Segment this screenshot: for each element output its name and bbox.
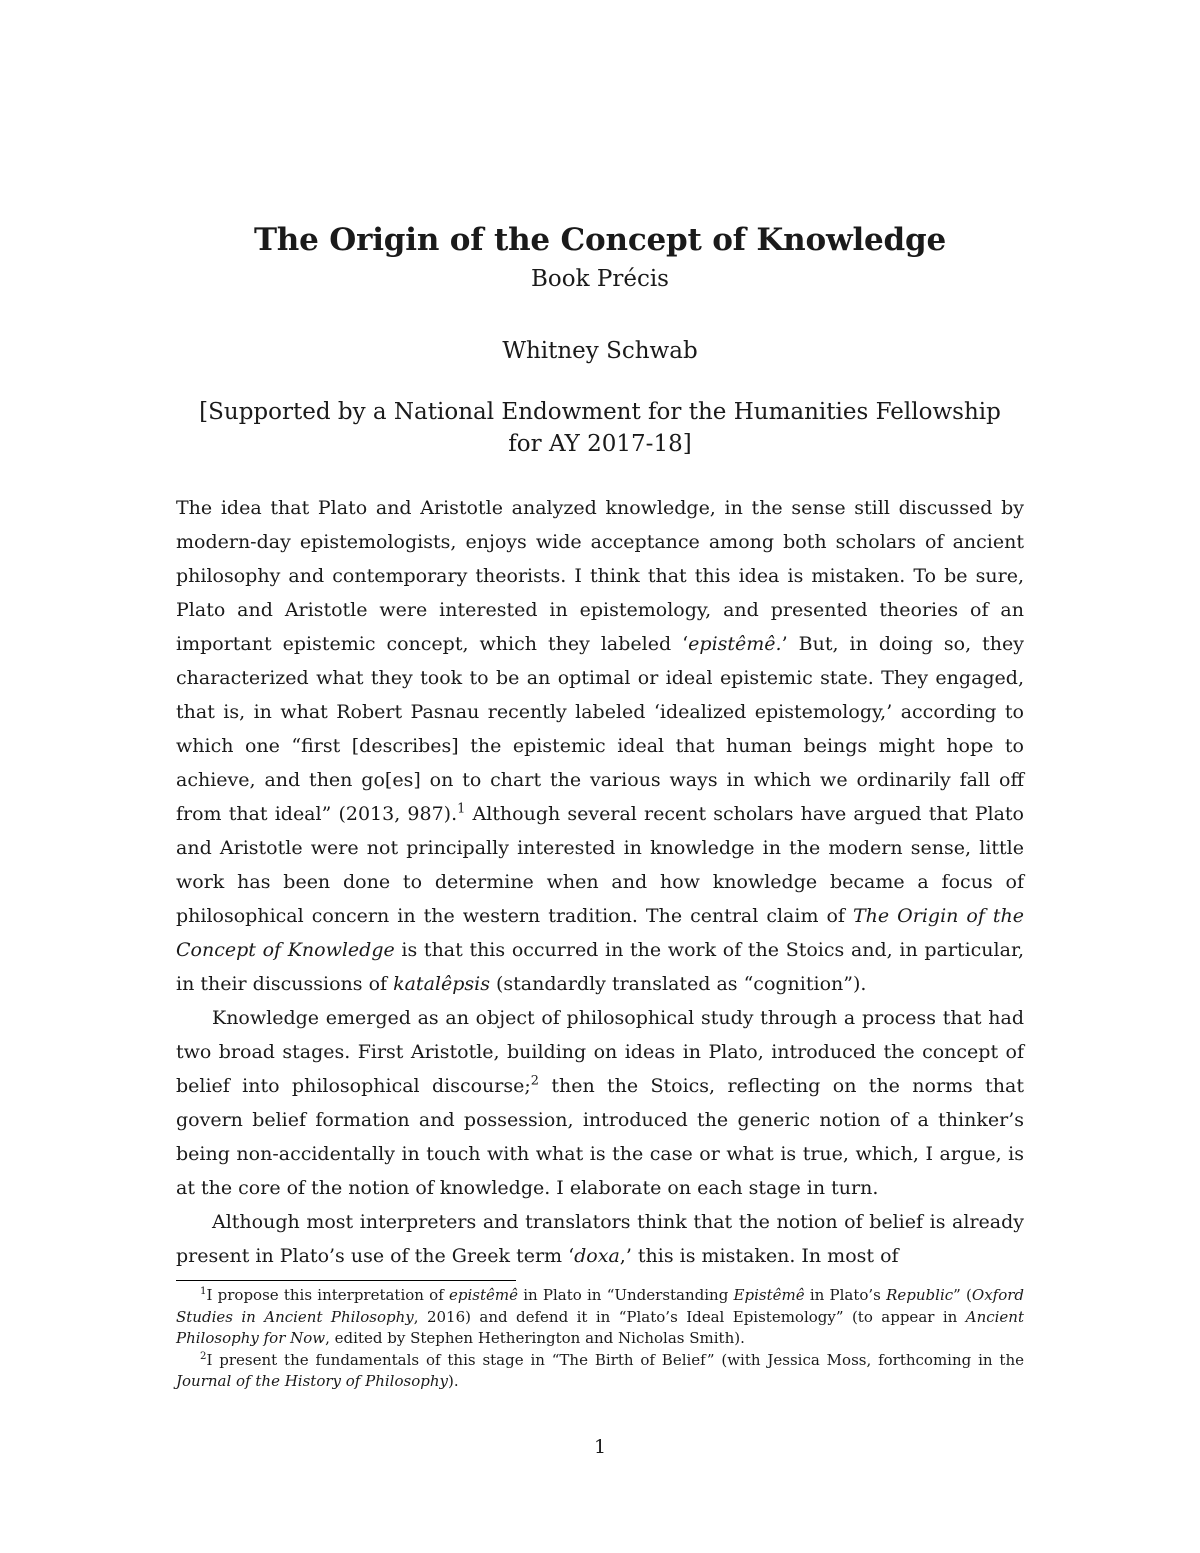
p1-text-e: (standardly translated as “cognition”). [489,973,867,995]
page-title: The Origin of the Concept of Knowledge [253,222,947,258]
footnote-divider [176,1280,516,1281]
footnote-1 [176,1285,1024,1350]
body-text [176,491,1024,1273]
fn2-text-a: I present the fundamentals of this stage in “The Birth of Belief” (with Jessica Moss, forthcoming in the [206,1350,1024,1369]
fn1-italic-4: Oxford Studies in Ancient Philosophy [176,1286,1025,1326]
fn2-italic-1: Journal of the History of Philosophy [176,1372,448,1390]
book-title-italic: The Origin of the Concept of Knowledge [176,905,1024,961]
fn2-text-b: ). [447,1372,459,1390]
p1-text-c: Although several recent scholars have argued that Plato and Aristotle were not principally interested in knowledge in the modern sense, little work has been done to determine when and how knowledge became a focus of philosophical concern in the western tradition. The central claim of [176,803,1024,927]
fn1-text-a: I propose this interpretation of [206,1286,449,1304]
paragraph-2 [176,1001,1024,1205]
page-subtitle: Book Précis [531,266,669,292]
fn1-text-e: , 2016) and defend it in “Plato’s Ideal Epistemology” (to appear in [413,1307,966,1326]
fn1-italic-1: epistêmê [449,1286,518,1304]
author-name: Whitney Schwab [502,338,698,364]
fn1-italic-5: Ancient Philosophy for Now [176,1307,1024,1347]
p1-text-b: ’ But, in doing so, they characterized what they took to be an optimal or ideal epistemic state. They engaged, that is, in what Robert Pasnau recently labeled ‘idealized epistemology,’ according to which one “first [describes] the epistemic ideal that human beings might hope to achieve, and then go[es] on to chart the various ways in which we ordinarily fall off from that ideal” (2013, 987). [176,633,1024,825]
term-episteme: epistêmê. [688,633,782,655]
p3-text-b: ,’ this is mistaken. In most of [619,1245,899,1267]
fn1-italic-2: Epistêmê [733,1286,805,1304]
paragraph-1 [176,491,1024,1001]
footnote-2 [176,1350,1024,1393]
fn1-text-f: , edited by Stephen Hetherington and Nicholas Smith). [325,1329,745,1347]
funding-note-line-1: [Supported by a National Endowment for the Humanities Fellowship [199,399,1001,425]
term-katalepsis: katalêpsis [393,973,490,995]
fn1-text-d: ” ( [953,1286,972,1304]
p2-text-b: then the Stoics, reflecting on the norms that govern belief formation and possession, introduced the generic notion of a thinker’s being non-accidentally in touch with what is the case or what is true, which, I argue, is at the core of the notion of knowledge. I elaborate on each stage in turn. [176,1075,1024,1199]
footnote-2-number: 2 [200,1350,207,1362]
p2-text-a: Knowledge emerged as an object of philosophical study through a process that had two broad stages. First Aristotle, building on ideas in Plato, introduced the concept of belief into philosophical discourse; [176,1007,1024,1097]
p3-text-a: Although most interpreters and translators think that the notion of belief is already present in Plato’s use of the Greek term ‘ [176,1211,1024,1267]
paragraph-3 [176,1205,1024,1273]
funding-note-line-2: for AY 2017-18] [508,431,692,457]
term-doxa: doxa [574,1245,620,1267]
footnote-1-number: 1 [200,1286,207,1297]
footnote-ref-2[interactable]: 2 [530,1073,539,1089]
p1-text-d: is that this occurred in the work of the Stoics and, in particular, in their discussions of [176,939,1024,995]
fn1-italic-3: Republic [886,1286,954,1304]
p1-text-a: The idea that Plato and Aristotle analyzed knowledge, in the sense still discussed by modern-day epistemologists, enjoys wide acceptance among both scholars of ancient philosophy and contemporary theorists. I think that this idea is mistaken. To be sure, Plato and Aristotle were interested in epistemology, and presented theories of an important epistemic concept, which they labeled ‘ [176,497,1024,655]
fn1-text-b: in Plato in “Understanding [517,1286,734,1304]
fn1-text-c: in Plato’s [804,1286,887,1304]
footnote-ref-1[interactable]: 1 [457,801,466,817]
funding-note [0,396,1200,460]
footnotes [176,1285,1024,1393]
page-number: 1 [593,1436,607,1458]
